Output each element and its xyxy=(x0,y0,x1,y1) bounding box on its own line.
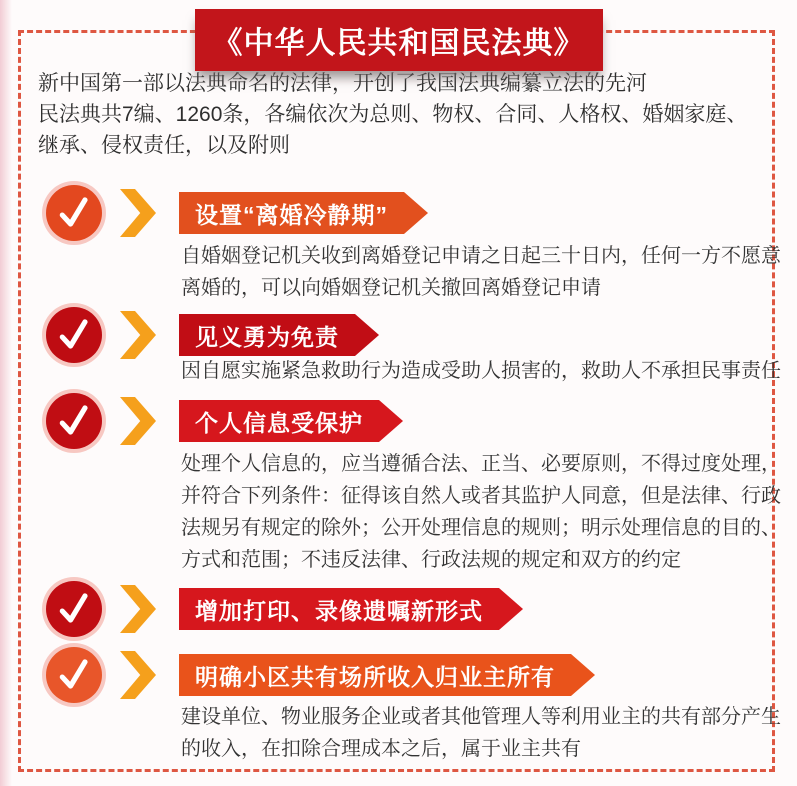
banner-arrow-shape xyxy=(499,588,523,630)
checkmark-icon xyxy=(46,393,102,449)
chevron-right-icon xyxy=(118,397,158,445)
chevron-right-icon xyxy=(118,585,158,633)
pink-edge-strip xyxy=(0,0,12,786)
checkmark-icon xyxy=(46,581,102,637)
banner-arrow-shape xyxy=(379,400,403,442)
banner-arrow-shape xyxy=(571,654,595,696)
item-body: 建设单位、物业服务企业或者其他管理人等利用业主的共有部分产生的收入，在扣除合理成本之后，属于业主共有 xyxy=(181,706,781,760)
chevron-right-icon xyxy=(118,311,158,359)
item-heading: 明确小区共有场所收入归业主所有 xyxy=(179,654,571,696)
intro-line-1: 新中国第一部以法典命名的法律，开创了我国法典编纂立法的先河 xyxy=(38,72,647,95)
item-heading: 设置“离婚冷静期” xyxy=(179,192,404,234)
item-row-will-new-forms xyxy=(46,580,523,638)
item-heading-banner xyxy=(179,654,595,696)
checkmark-icon xyxy=(46,647,102,703)
page-title: 《中华人民共和国民法典》 xyxy=(195,9,603,71)
checkmark-icon xyxy=(46,307,102,363)
item-heading: 见义勇为免责 xyxy=(179,314,355,356)
banner-arrow-shape xyxy=(355,314,379,356)
item-row-personal-information xyxy=(46,392,403,450)
item-body: 处理个人信息的，应当遵循合法、正当、必要原则，不得过度处理，并符合下列条件：征得该自然人或者其监护人同意，但是法律、行政法规另有规定的除外；公开处理信息的规则；明示处理信息的目的、方式和范围；不违反法律、行政法规的规定和双方的约定 xyxy=(181,453,781,571)
intro-text xyxy=(38,68,764,161)
item-heading-banner xyxy=(179,314,379,356)
item-row-community-income xyxy=(46,646,595,704)
banner-arrow-shape xyxy=(404,192,428,234)
item-row-divorce-cooling-period xyxy=(46,184,428,242)
intro-line-2: 民法典共7编、1260条，各编依次为总则、物权、合同、人格权、婚姻家庭、继承、侵权责任，以及附则 xyxy=(38,103,748,157)
chevron-right-icon xyxy=(118,189,158,237)
checkmark-icon xyxy=(46,185,102,241)
item-heading-banner xyxy=(179,400,403,442)
item-heading-banner xyxy=(179,192,428,234)
item-heading: 增加打印、录像遗嘱新形式 xyxy=(179,588,499,630)
chevron-right-icon xyxy=(118,651,158,699)
item-heading: 个人信息受保护 xyxy=(179,400,379,442)
item-body: 因自愿实施紧急救助行为造成受助人损害的，救助人不承担民事责任 xyxy=(181,360,781,382)
item-body: 自婚姻登记机关收到离婚登记申请之日起三十日内，任何一方不愿意离婚的，可以向婚姻登记机关撤回离婚登记申请 xyxy=(181,245,781,299)
item-heading-banner xyxy=(179,588,523,630)
